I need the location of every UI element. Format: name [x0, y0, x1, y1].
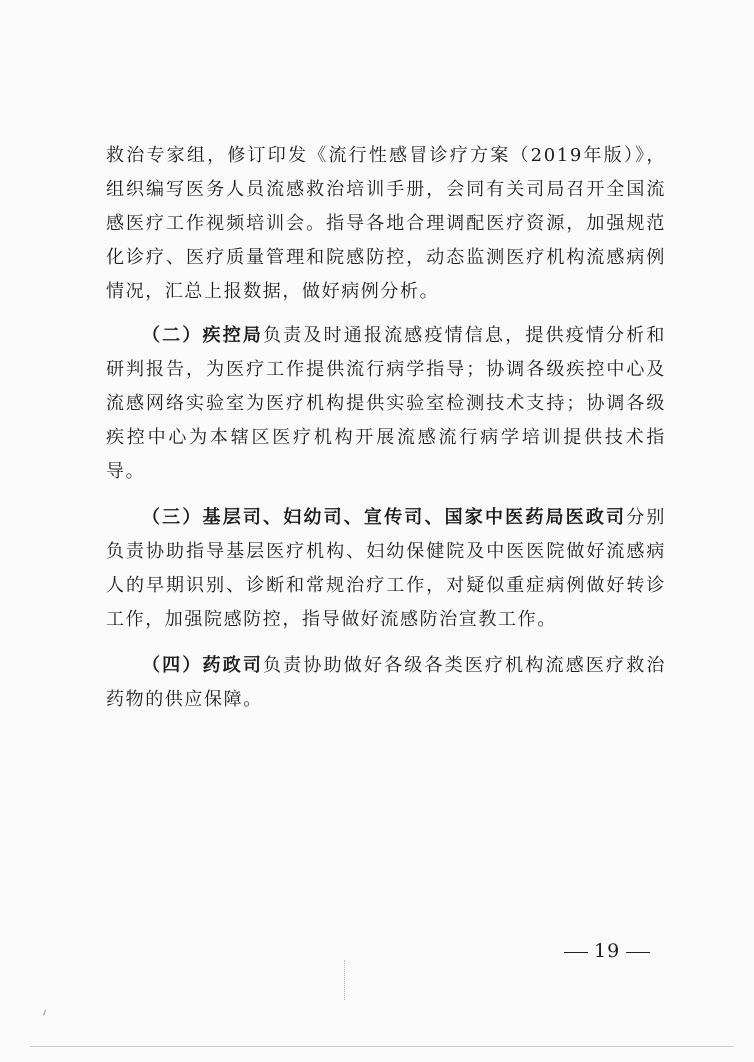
page-number-right-dash	[626, 952, 650, 953]
paragraph-3-text: 分别负责协助指导基层医疗机构、妇幼保健院及中医医院做好流感病人的早期识别、诊断和常规治疗工作，对疑似重症病例做好转诊工作，加强院感防控，指导做好流感防治宣教工作。	[106, 507, 666, 630]
paragraph-2	[106, 319, 666, 489]
page-number-left-dash	[564, 952, 588, 953]
page-number-value: 19	[594, 940, 621, 962]
paragraph-1-text: 救治专家组，修订印发《流行性感冒诊疗方案（2019年版）》，组织编写医务人员流感救治培训手册，会同有关司局召开全国流感医疗工作视频培训会。指导各地合理调配医疗资源，加强规范化诊疗、医疗质量管理和院感防控，动态监测医疗机构流感病例情况，汇总上报数据，做好病例分析。	[106, 145, 666, 302]
scan-artifact-mark	[43, 1009, 49, 1016]
paragraph-4-lead: （四）药政司	[142, 655, 264, 676]
paragraph-4	[106, 649, 666, 717]
scan-artifact-line	[344, 960, 345, 1000]
bottom-edge-rule	[30, 1046, 734, 1047]
document-body	[106, 139, 666, 729]
page-number	[558, 940, 656, 962]
paragraph-4-text: 负责协助做好各级各类医疗机构流感医疗救治药物的供应保障。	[106, 655, 666, 710]
paragraph-3	[106, 501, 666, 637]
paragraph-2-lead: （二）疾控局	[142, 325, 264, 346]
paragraph-1	[106, 139, 666, 309]
paragraph-2-text: 负责及时通报流感疫情信息，提供疫情分析和研判报告，为医疗工作提供流行病学指导；协调各级疾控中心及流感网络实验室为医疗机构提供实验室检测技术支持；协调各级疾控中心为本辖区医疗机构开展流感流行病学培训提供技术指导。	[106, 325, 666, 482]
paragraph-3-lead: （三）基层司、妇幼司、宣传司、国家中医药局医政司	[142, 507, 627, 528]
